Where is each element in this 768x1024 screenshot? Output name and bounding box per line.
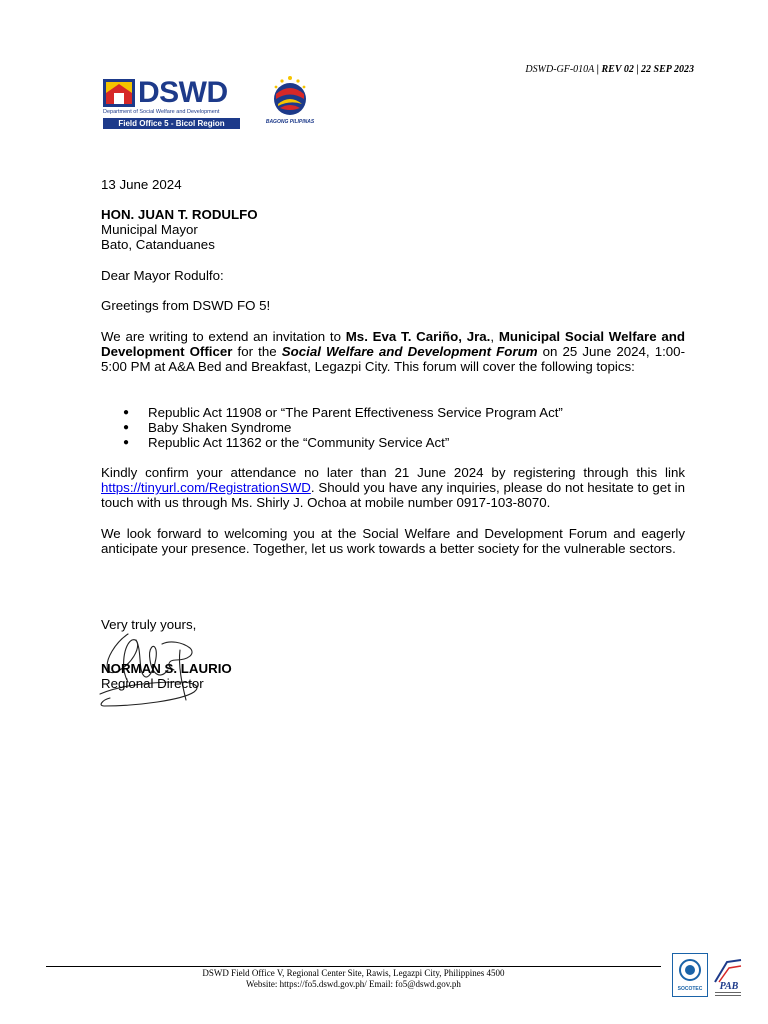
dswd-emblem-icon xyxy=(103,79,135,107)
signatory-name: NORMAN S. LAURIO xyxy=(101,661,232,676)
bagong-pilipinas-emblem-icon xyxy=(262,72,318,116)
invitation-paragraph xyxy=(101,329,685,375)
invitation-text-1: We are writing to extend an invitation to xyxy=(101,329,346,344)
invitee-name: Ms. Eva T. Cariño, Jra. xyxy=(345,329,491,344)
closing-text: We look forward to welcoming you at the Social Welfare and Development Forum and eagerly anticipate your presence. Together, let us work towards a better society for the vulnerable sectors. xyxy=(101,526,685,557)
greeting-block xyxy=(101,298,685,313)
invitation-text-2: , xyxy=(490,329,499,344)
recipient-address: Bato, Catanduanes xyxy=(101,237,215,253)
list-item: ● Republic Act 11362 or the “Community Service Act” xyxy=(101,435,685,450)
complimentary-close: Very truly yours, xyxy=(101,617,197,632)
document-code xyxy=(525,64,694,75)
salutation: Dear Mayor Rodulfo: xyxy=(101,268,224,283)
bagong-pilipinas-text: BAGONG PILIPINAS xyxy=(265,119,315,125)
registration-link[interactable]: https://tinyurl.com/RegistrationSWD xyxy=(101,480,311,496)
recipient-title: Municipal Mayor xyxy=(101,222,198,238)
pab-label: PAB xyxy=(719,981,739,992)
signatory-block xyxy=(101,661,685,691)
bagong-pilipinas-logo xyxy=(262,72,318,125)
closing-paragraph xyxy=(101,526,685,556)
recipient-block xyxy=(101,207,685,253)
pab-accreditation-icon xyxy=(711,956,745,998)
event-name: Social Welfare and Development Forum xyxy=(281,344,538,360)
footer-address: DSWD Field Office V, Regional Center Site, Rawis, Legazpi City, Philippines 4500 xyxy=(202,968,505,978)
invitee-position: Municipal Social Welfare and Development Officer xyxy=(101,329,685,360)
dswd-logo xyxy=(103,78,240,129)
letter-date: 13 June 2024 xyxy=(101,177,182,192)
salutation-block xyxy=(101,268,685,283)
footer-contact: Website: https://fo5.dswd.gov.ph/ Email: fo5@dswd.gov.ph xyxy=(246,979,461,989)
dswd-department-name: Department of Social Welfare and Development xyxy=(103,109,220,115)
document-code-revision: | REV 02 | 22 SEP 2023 xyxy=(594,64,694,75)
letter-date-block xyxy=(101,177,685,192)
topics-list xyxy=(101,405,685,451)
topics-block xyxy=(101,405,685,451)
confirm-paragraph xyxy=(101,465,685,511)
list-item: ● Republic Act 11908 or “The Parent Effectiveness Service Program Act” xyxy=(101,405,685,420)
greeting: Greetings from DSWD FO 5! xyxy=(101,298,271,313)
dswd-wordmark: DSWD xyxy=(138,76,228,109)
invitation-text-4: on 25 June 2024, 1:00-5:00 PM at A&A Bed and Breakfast, Legazpi City. This forum will cover the following topics: xyxy=(101,344,686,375)
recipient-name: HON. JUAN T. RODULFO xyxy=(101,207,258,222)
list-item: ● Baby Shaken Syndrome xyxy=(101,420,685,435)
socotec-certification-icon xyxy=(673,954,707,996)
invitation-text-3: for the xyxy=(232,344,282,360)
confirm-text-1: Kindly confirm your attendance no later than 21 June 2024 by registering through this link xyxy=(101,465,685,480)
signatory-title: Regional Director xyxy=(101,676,204,692)
dswd-field-office: Field Office 5 - Bicol Region xyxy=(103,118,240,129)
confirm-text-2: . Should you have any inquiries, please do not hesitate to get in touch with us through Ms. Shirly J. Ochoa at mobile number 0917-103-8070. xyxy=(101,480,685,511)
document-code-id: DSWD-GF-010A xyxy=(525,64,595,75)
footer-divider xyxy=(46,966,661,967)
socotec-label: SOCOTEC xyxy=(677,986,703,992)
footer xyxy=(46,968,661,990)
socotec-certification-badge xyxy=(672,953,708,997)
